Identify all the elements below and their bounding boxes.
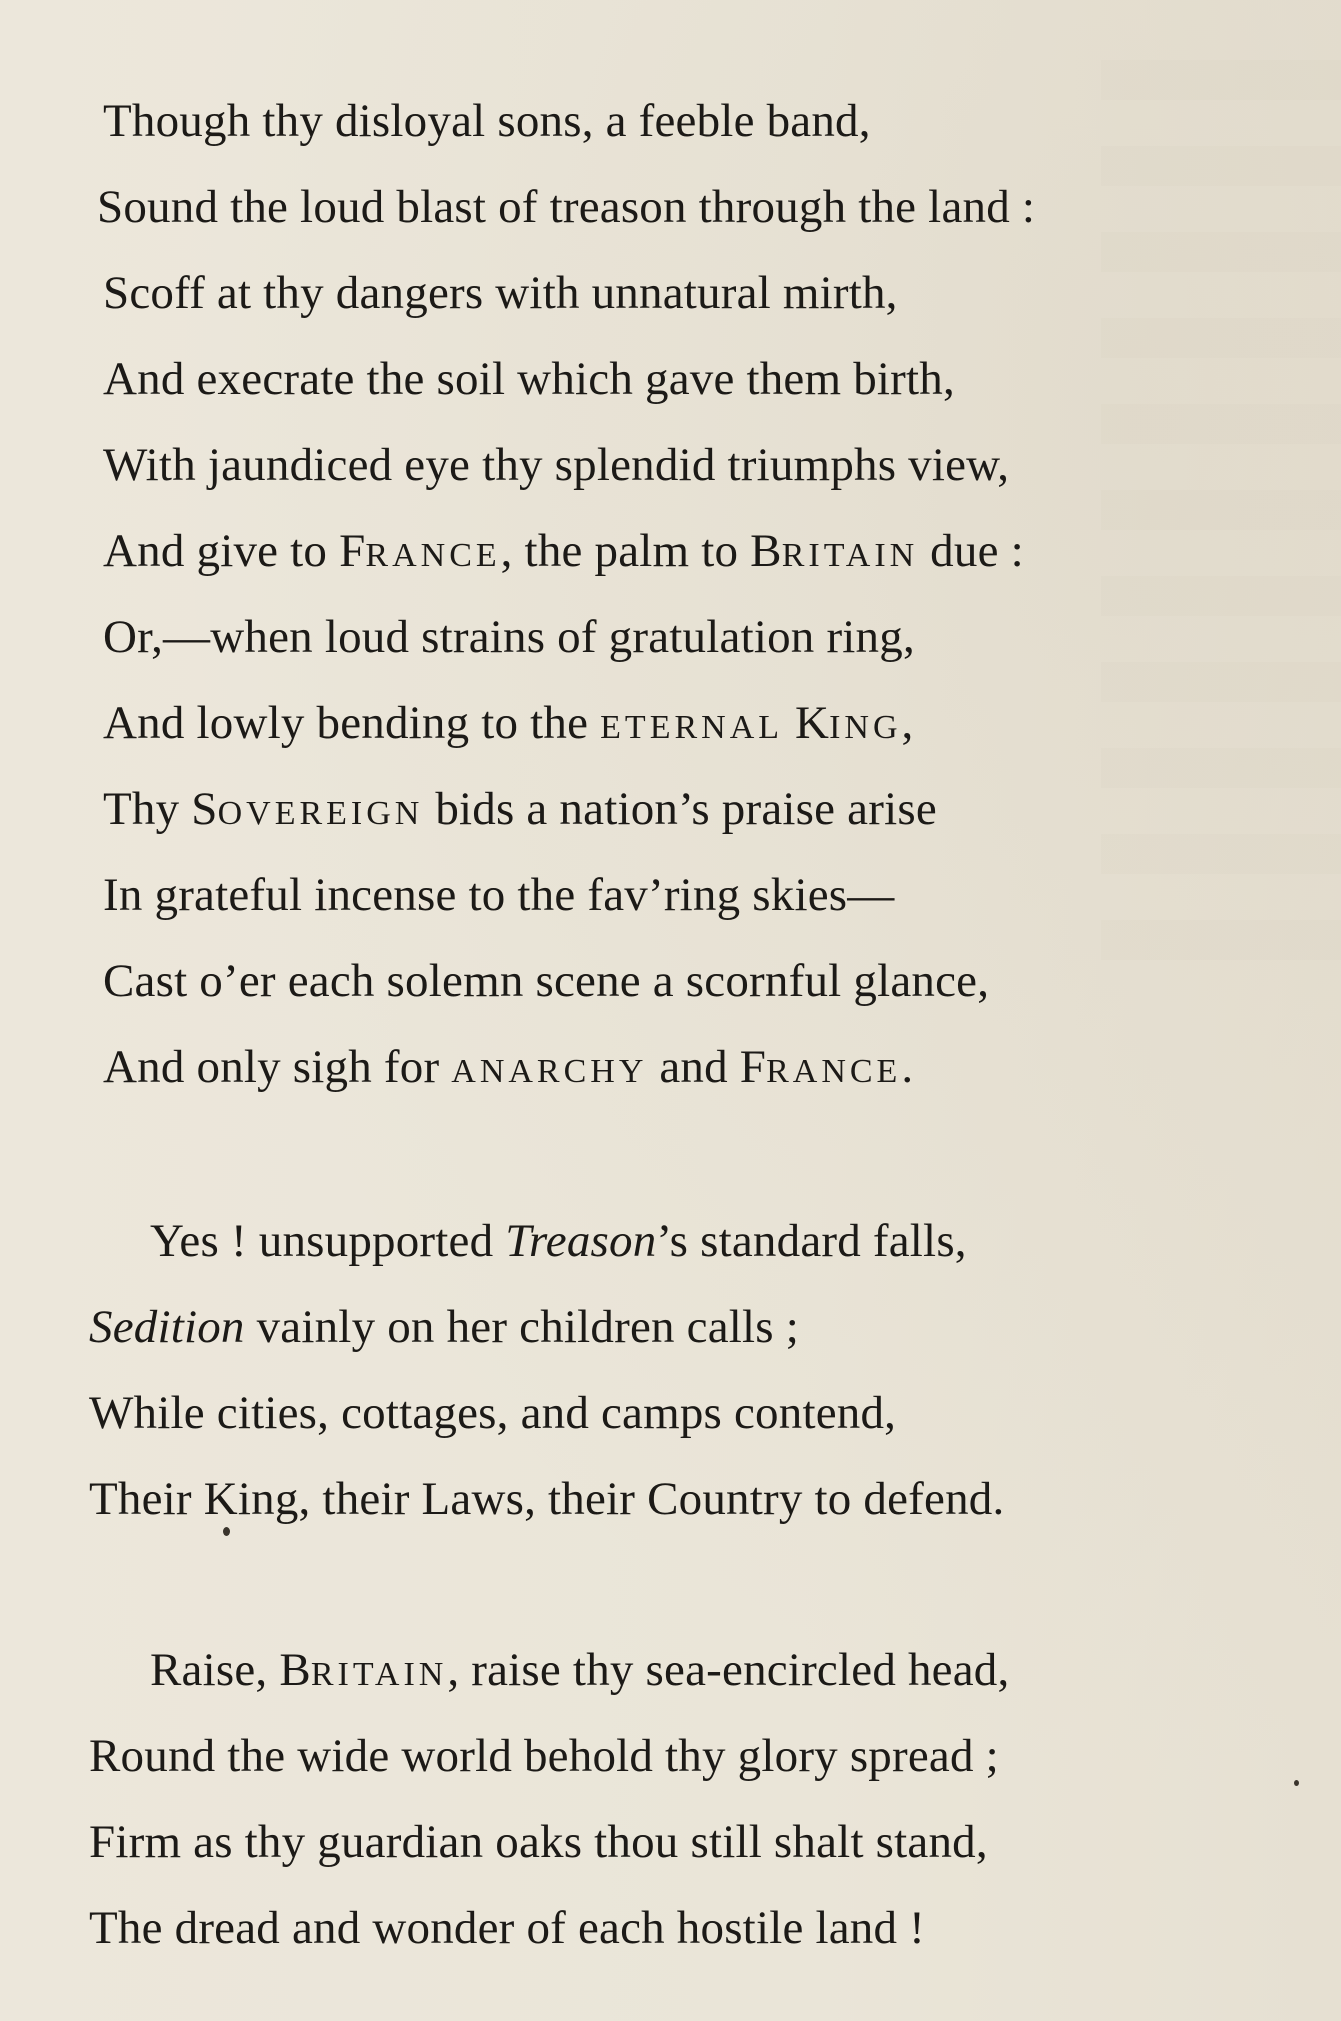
verse-line: Sound the loud blast of treason through the land :: [97, 181, 1036, 233]
verse-line: [0, 1198, 1341, 1284]
verse-line: [0, 1024, 1341, 1110]
small-caps-run: OVEREIGN: [217, 795, 424, 832]
stanza-1: [0, 78, 1341, 1110]
verse-line: [0, 1627, 1341, 1713]
italic-run: Treason: [505, 1215, 657, 1267]
text-run: Raise, B: [150, 1644, 311, 1696]
text-run: And lowly bending to the: [103, 697, 601, 749]
small-caps-run: RANCE: [365, 537, 501, 574]
stanza-3: [0, 1627, 1341, 1971]
verse-line: Round the wide world behold thy glory spread ;: [89, 1730, 999, 1782]
small-caps-run: RANCE: [766, 1053, 902, 1090]
text-run: And give to: [103, 525, 340, 577]
text-run: due :: [918, 525, 1024, 577]
text-run: B: [750, 525, 782, 577]
text-run: And only sigh for: [103, 1041, 452, 1093]
small-caps-run: ETERNAL: [600, 709, 784, 746]
text-run: K: [783, 697, 830, 749]
ink-speck: [1294, 1780, 1299, 1786]
text-run: and F: [647, 1041, 767, 1093]
verse-line: Or,—when loud strains of gratulation ring,: [103, 611, 915, 663]
text-run: .: [901, 1041, 914, 1093]
verse-line: While cities, cottages, and camps contend,: [89, 1387, 897, 1439]
text-run: Thy S: [103, 783, 218, 835]
small-caps-run: ING: [829, 709, 902, 746]
verse-line: And execrate the soil which gave them birth,: [103, 353, 955, 405]
text-run: F: [339, 525, 366, 577]
text-run: ’s standard falls,: [656, 1215, 967, 1267]
text-run: , the palm to: [500, 525, 751, 577]
verse-line: Firm as thy guardian oaks thou still shalt stand,: [89, 1816, 988, 1868]
italic-run: Sedition: [89, 1301, 245, 1353]
verse-line: With jaundiced eye thy splendid triumphs view,: [103, 439, 1010, 491]
text-run: ,: [901, 697, 914, 749]
small-caps-run: RITAIN: [781, 537, 919, 574]
text-run: Yes ! unsupported: [150, 1215, 506, 1267]
verse-line: [0, 680, 1341, 766]
verse-line: Though thy disloyal sons, a feeble band,: [103, 95, 871, 147]
stanza-2: [0, 1198, 1341, 1542]
verse-line: The dread and wonder of each hostile land !: [89, 1902, 925, 1954]
verse-line: [0, 508, 1341, 594]
small-caps-run: RITAIN: [310, 1656, 448, 1693]
text-run: vainly on her children calls ;: [244, 1301, 800, 1353]
verse-line: [0, 1284, 1341, 1370]
small-caps-run: ANARCHY: [451, 1053, 648, 1090]
ink-speck: [223, 1527, 230, 1536]
text-run: bids a nation’s praise arise: [423, 783, 937, 835]
text-run: , raise thy sea-encircled head,: [447, 1644, 1010, 1696]
verse-line: Scoff at thy dangers with unnatural mirth,: [103, 267, 898, 319]
verse-line: [0, 766, 1341, 852]
verse-line: In grateful incense to the fav’ring skies—: [103, 869, 895, 921]
verse-line: Cast o’er each solemn scene a scornful glance,: [103, 955, 990, 1007]
verse-line: Their King, their Laws, their Country to defend.: [89, 1473, 1005, 1525]
